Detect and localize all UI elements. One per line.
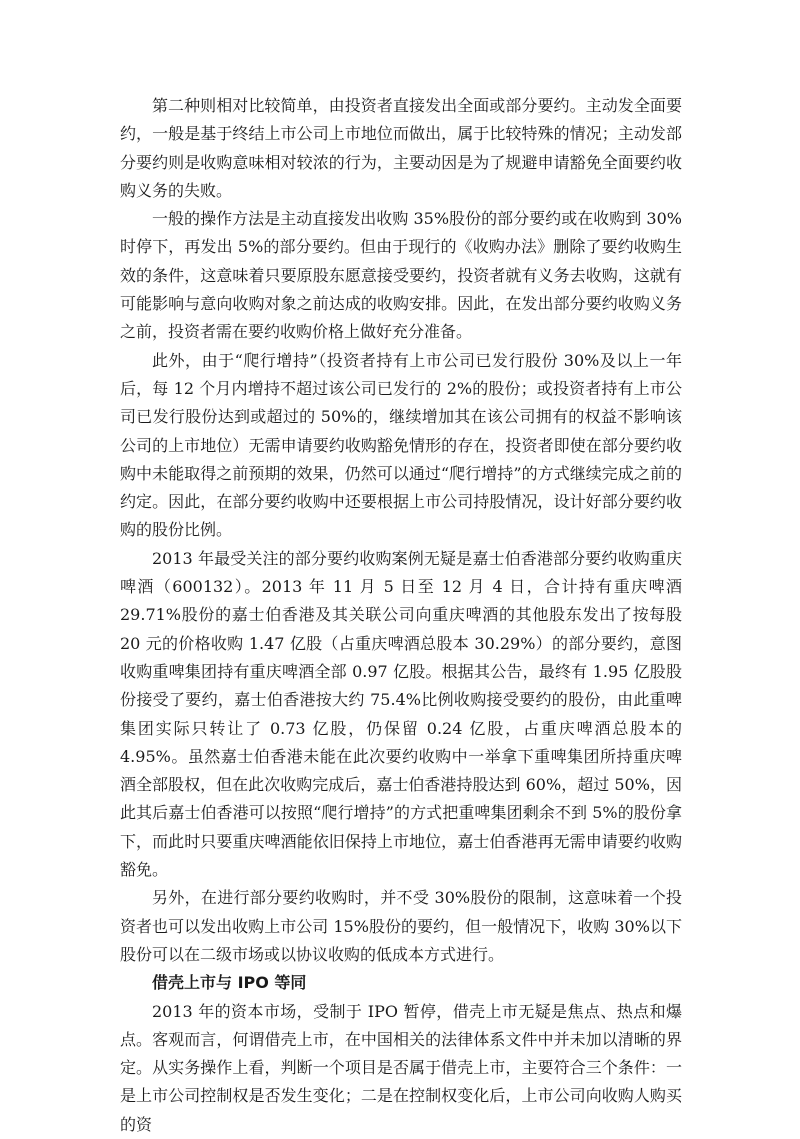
- document-page: [120, 92, 682, 1139]
- paragraph-operation-method: 一般的操作方法是主动直接发出收购 35%股份的部分要约或在收购到 30%时停下，再发出 5%的部分要约。但由于现行的《收购办法》删除了要约收购生效的条件，这意味着只要原股东愿意接受要约，投资者就有义务去收购，这就有可能影响与意向收购对象之前达成的收购安排。因此，在发出部分要约收购义务之前，投资者需在要约收购价格上做好充分准备。: [120, 209, 682, 342]
- section-heading: 借壳上市与 IPO 等同: [152, 973, 307, 993]
- paragraph-creeping-increase: 此外，由于“爬行增持”（投资者持有上市公司已发行股份 30%及以上一年后，每 12 个月内增持不超过该公司已发行的 2%的股份；或投资者持有上市公司已发行股份达到或超过的 50%的，继续增加其在该公司拥有的权益不影响该公司的上市地位）无需申请要约收购豁免情形的存在，投资者即使在部分要约收购中未能取得之前预期的效果，仍然可以通过“爬行增持”的方式继续完成之前的约定。因此，在部分要约收购中还要根据上市公司持股情况，设计好部分要约收购的股份比例。: [120, 350, 682, 540]
- paragraph-partial-offer-limit: 另外，在进行部分要约收购时，并不受 30%股份的限制，这意味着一个投资者也可以发出收购上市公司 15%股份的要约，但一般情况下，收购 30%以下股份可以在二级市场或以协议收购的低成本方式进行。: [120, 888, 682, 964]
- paragraph-backdoor-listing: 2013 年的资本市场，受制于 IPO 暂停，借壳上市无疑是焦点、热点和爆点。客观而言，何谓借壳上市，在中国相关的法律体系文件中并未加以清晰的界定。从实务操作上看，判断一个项目是否属于借壳上市，主要符合三个条件：一是上市公司控制权是否发生变化；二是在控制权变化后，上市公司向收购人购买的资: [120, 1001, 682, 1134]
- paragraph-second-method: 第二种则相对比较简单，由投资者直接发出全面或部分要约。主动发全面要约，一般是基于终结上市公司上市地位而做出，属于比较特殊的情况；主动发部分要约则是收购意味相对较浓的行为，主要动因是为了规避申请豁免全面要约收购义务的失败。: [120, 96, 682, 200]
- paragraph-carlsberg-case: 2013 年最受关注的部分要约收购案例无疑是嘉士伯香港部分要约收购重庆啤酒（600132）。2013 年 11 月 5 日至 12 月 4 日，合计持有重庆啤酒 29.71%股份的嘉士伯香港及其关联公司向重庆啤酒的其他股东发出了按每股 20 元的价格收购 1.47 亿股（占重庆啤酒总股本 30.29%）的部分要约，意图收购重啤集团持有重庆啤酒全部 0.97 亿股。根据其公告，最终有 1.95 亿股股份接受了要约，嘉士伯香港按大约 75.4%比例收购接受要约的股份，由此重啤集团实际只转让了 0.73 亿股，仍保留 0.24 亿股，占重庆啤酒总股本的 4.95%。虽然嘉士伯香港未能在此次要约收购中一举拿下重啤集团所持重庆啤酒全部股权，但在此次收购完成后，嘉士伯香港持股达到 60%，超过 50%，因此其后嘉士伯香港可以按照“爬行增持”的方式把重啤集团剩余不到 5%的股份拿下，而此时只要重庆啤酒能依旧保持上市地位，嘉士伯香港再无需申请要约收购豁免。: [120, 548, 682, 880]
